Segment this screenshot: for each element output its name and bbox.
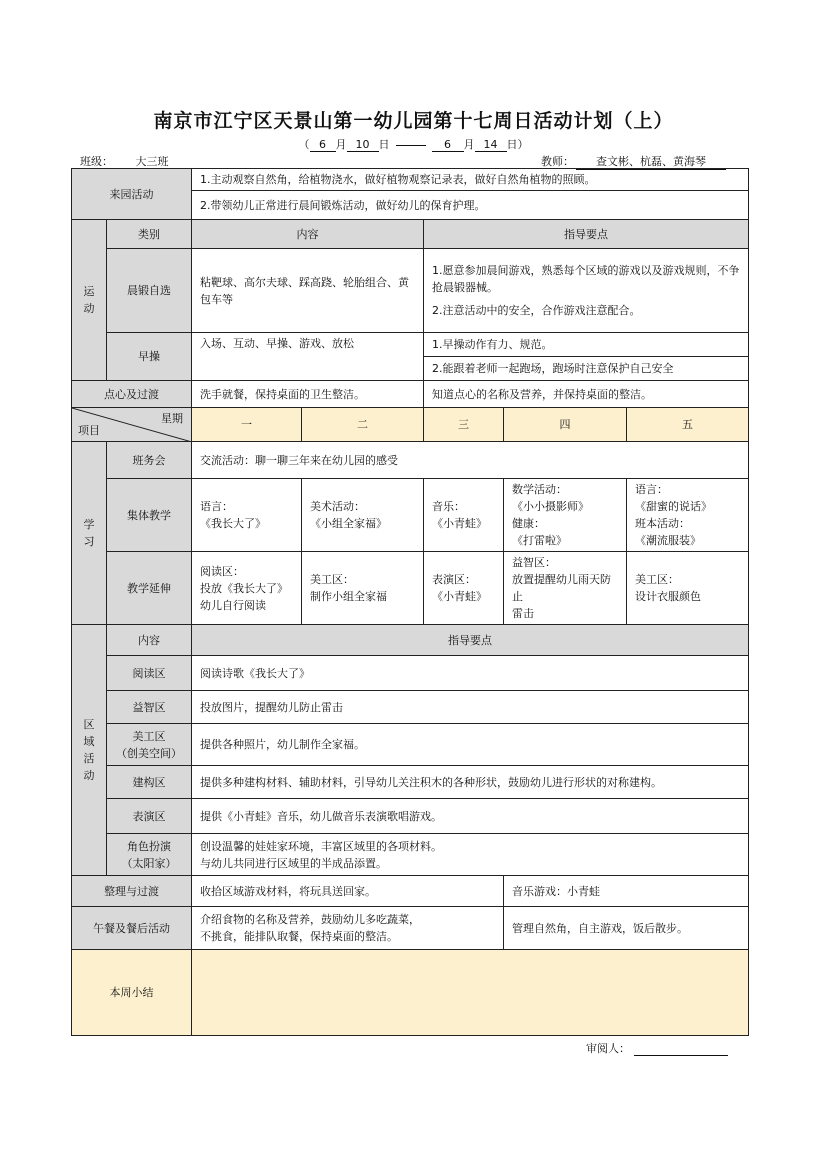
teacher-label: 教师： bbox=[541, 155, 574, 168]
teacher-value[interactable]: 查文彬、杭磊、黄海琴 bbox=[576, 153, 726, 170]
morning-exercise-label: 晨锻自选 bbox=[107, 249, 192, 333]
snack-guidance[interactable]: 知道点心的名称及营养，并保持桌面的整洁。 bbox=[424, 381, 749, 408]
sports-content-header: 内容 bbox=[192, 220, 424, 249]
morning-exercise-guidance[interactable]: 1.愿意参加晨间游戏，熟悉每个区域的游戏以及游戏规则，不争抢晨锻器械。 2.注意活动中的安全，合作游戏注意配合。 bbox=[424, 249, 749, 333]
extension-thu[interactable]: 益智区： 放置提醒幼儿雨天防止 雷击 bbox=[504, 552, 627, 625]
tidy-label: 整理与过渡 bbox=[72, 876, 192, 907]
area-art-label: 美工区 （创美空间） bbox=[107, 724, 192, 766]
areas-section-label: 区 域 活 动 bbox=[72, 625, 107, 876]
area-building-label: 建构区 bbox=[107, 766, 192, 799]
snack-label: 点心及过渡 bbox=[72, 381, 192, 408]
page-title: 南京市江宁区天景山第一幼儿园第十七周日活动计划（上） bbox=[153, 110, 674, 132]
class-meeting-label: 班务会 bbox=[107, 442, 192, 479]
exercise-label: 早操 bbox=[107, 333, 192, 381]
area-roleplay-guidance[interactable]: 创设温馨的娃娃家环境，丰富区域里的各项材料。 与幼儿共同进行区域里的半成品添置。 bbox=[192, 834, 749, 876]
summary-content[interactable] bbox=[192, 950, 749, 1036]
day-wednesday: 三 bbox=[424, 408, 504, 442]
arrival-label: 来园活动 bbox=[72, 169, 192, 220]
group-teaching-label: 集体教学 bbox=[107, 479, 192, 552]
summary-label: 本周小结 bbox=[72, 950, 192, 1036]
area-performance-label: 表演区 bbox=[107, 799, 192, 834]
group-teaching-fri[interactable]: 语言： 《甜蜜的说话》 班本活动： 《潮流服装》 bbox=[627, 479, 749, 552]
plan-table bbox=[71, 168, 749, 1036]
area-reading-label: 阅读区 bbox=[107, 656, 192, 691]
group-teaching-tue[interactable]: 美术活动： 《小组全家福》 bbox=[302, 479, 424, 552]
sports-category-header: 类别 bbox=[107, 220, 192, 249]
day-thursday: 四 bbox=[504, 408, 627, 442]
class-meeting-content[interactable]: 交流活动：聊一聊三年来在幼儿园的感受 bbox=[192, 442, 749, 479]
snack-content[interactable]: 洗手就餐，保持桌面的卫生整洁。 bbox=[192, 381, 424, 408]
lunch-label: 午餐及餐后活动 bbox=[72, 907, 192, 950]
extension-wed[interactable]: 表演区： 《小青蛙》 bbox=[424, 552, 504, 625]
area-puzzle-guidance[interactable]: 投放图片，提醒幼儿防止雷击 bbox=[192, 691, 749, 724]
day-monday: 一 bbox=[192, 408, 302, 442]
learning-section-label: 学 习 bbox=[72, 442, 107, 625]
area-roleplay-label: 角色扮演 （太阳家） bbox=[107, 834, 192, 876]
arrival-line-2[interactable]: 2.带领幼儿正常进行晨间锻炼活动，做好幼儿的保育护理。 bbox=[192, 191, 749, 220]
class-value[interactable]: 大三班 bbox=[115, 153, 189, 170]
extension-tue[interactable]: 美工区： 制作小组全家福 bbox=[302, 552, 424, 625]
reviewer-field bbox=[586, 1040, 728, 1056]
areas-content-header: 内容 bbox=[107, 625, 192, 656]
day-tuesday: 二 bbox=[302, 408, 424, 442]
area-puzzle-label: 益智区 bbox=[107, 691, 192, 724]
group-teaching-mon[interactable]: 语言： 《我长大了》 bbox=[192, 479, 302, 552]
date-range: （ 6 月 10 日 6 月 14 日） bbox=[298, 138, 529, 151]
end-day[interactable]: 14 bbox=[475, 138, 507, 152]
areas-guidance-header: 指导要点 bbox=[192, 625, 749, 656]
reviewer-label: 审阅人： bbox=[586, 1042, 630, 1055]
arrival-line-1[interactable]: 1.主动观察自然角，给植物浇水，做好植物观察记录表，做好自然角植物的照顾。 bbox=[192, 169, 749, 191]
tidy-content[interactable]: 收拾区域游戏材料，将玩具送回家。 bbox=[192, 876, 504, 907]
exercise-content[interactable]: 入场、互动、早操、游戏、放松 bbox=[192, 333, 424, 381]
exercise-guidance-2[interactable]: 2.能跟着老师一起跑场，跑场时注意保护自己安全 bbox=[424, 357, 749, 381]
sports-guidance-header: 指导要点 bbox=[424, 220, 749, 249]
item-label: 项目 bbox=[78, 424, 100, 437]
extension-label: 教学延伸 bbox=[107, 552, 192, 625]
group-teaching-wed[interactable]: 音乐： 《小青蛙》 bbox=[424, 479, 504, 552]
tidy-music-game[interactable]: 音乐游戏：小青蛙 bbox=[504, 876, 749, 907]
morning-exercise-content[interactable]: 粘靶球、高尔夫球、踩高跷、轮胎组合、黄包车等 bbox=[192, 249, 424, 333]
area-art-guidance[interactable]: 提供各种照片，幼儿制作全家福。 bbox=[192, 724, 749, 766]
extension-mon[interactable]: 阅读区： 投放《我长大了》 幼儿自行阅读 bbox=[192, 552, 302, 625]
week-header-diagonal bbox=[72, 408, 192, 442]
area-reading-guidance[interactable]: 阅读诗歌《我长大了》 bbox=[192, 656, 749, 691]
lunch-after[interactable]: 管理自然角，自主游戏，饭后散步。 bbox=[504, 907, 749, 950]
end-month[interactable]: 6 bbox=[432, 138, 464, 152]
weekday-label: 星期 bbox=[161, 412, 183, 425]
sports-section-label: 运 动 bbox=[72, 220, 107, 381]
class-label: 班级： bbox=[80, 155, 113, 168]
extension-fri[interactable]: 美工区： 设计衣服颜色 bbox=[627, 552, 749, 625]
reviewer-signature-line[interactable] bbox=[634, 1043, 728, 1056]
area-building-guidance[interactable]: 提供多种建构材料、辅助材料，引导幼儿关注积木的各种形状，鼓励幼儿进行形状的对称建构。 bbox=[192, 766, 749, 799]
start-month[interactable]: 6 bbox=[310, 138, 336, 152]
start-day[interactable]: 10 bbox=[347, 138, 379, 152]
area-performance-guidance[interactable]: 提供《小青蛙》音乐，幼儿做音乐表演歌唱游戏。 bbox=[192, 799, 749, 834]
lunch-content[interactable]: 介绍食物的名称及营养，鼓励幼儿多吃蔬菜， 不挑食，能排队取餐，保持桌面的整洁。 bbox=[192, 907, 504, 950]
exercise-guidance-1[interactable]: 1.早操动作有力、规范。 bbox=[424, 333, 749, 357]
group-teaching-thu[interactable]: 数学活动： 《小小摄影师》 健康： 《打雷啦》 bbox=[504, 479, 627, 552]
day-friday: 五 bbox=[627, 408, 749, 442]
